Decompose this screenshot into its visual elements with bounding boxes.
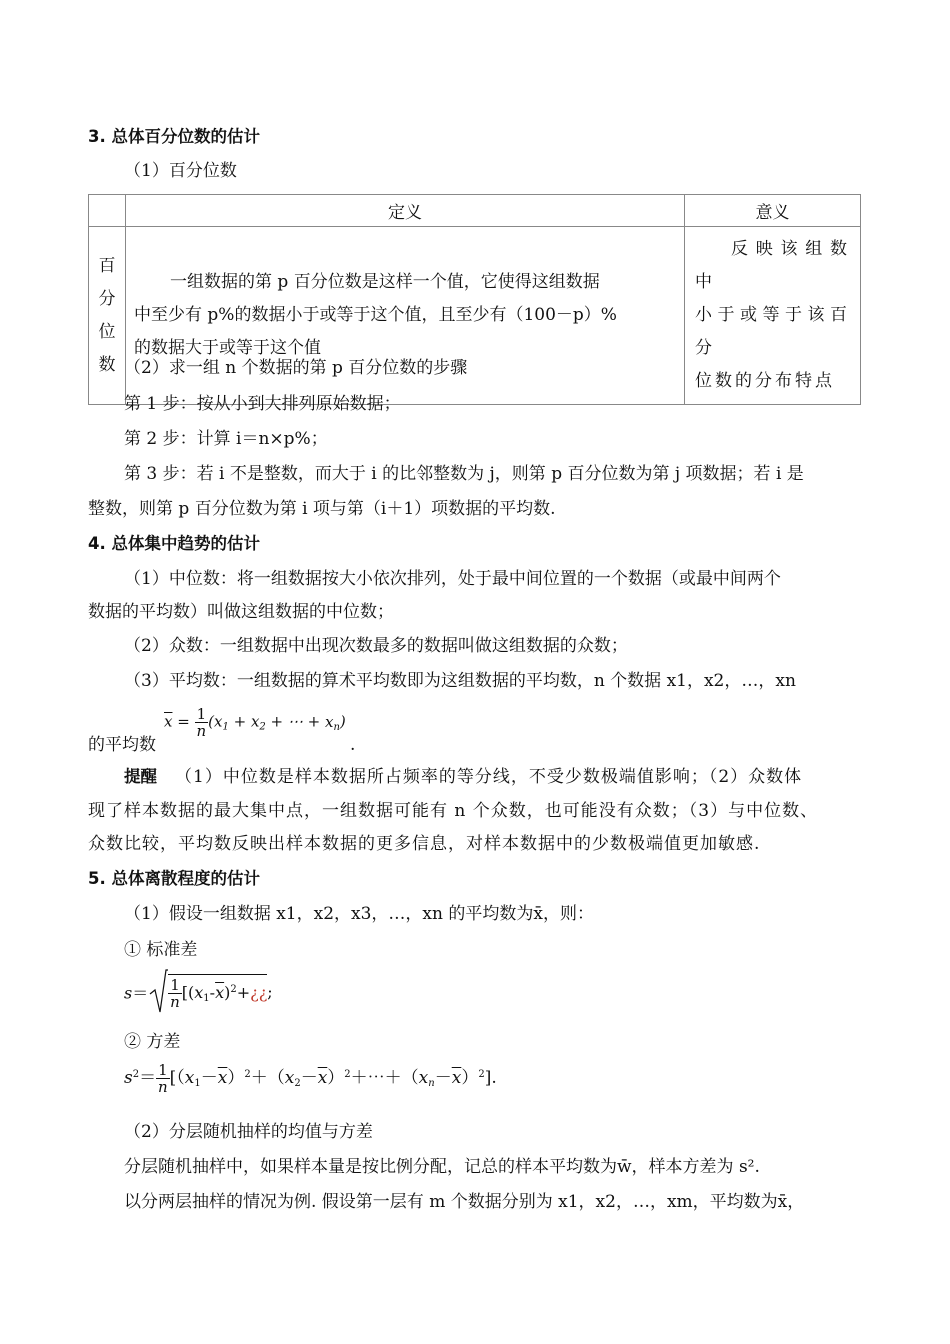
meaning-line-2: 小于或等于该百分 (695, 305, 850, 358)
definition-line-3: 的数据大于或等于这个值 (134, 338, 321, 358)
tip-line-2: 现了样本数据的最大集中点，一组数据可能有 n 个众数，也可能没有众数；（3）与中位数、 (88, 801, 819, 821)
median-line-2: 数据的平均数）叫做这组数据的中位数； (88, 602, 394, 622)
step-3-line-1: 第 3 步：若 i 不是整数，而大于 i 的比邻整数为 j，则第 p 百分位数为第 j 项数据；若 i 是 (124, 464, 804, 484)
std-dev-formula: s＝ $\frac{1}{n}$ [$(x_1-\overline{x})^2+¿¿$; (124, 968, 273, 1016)
mean-formula-period: . (350, 735, 356, 755)
stratified-heading: （2）分层随机抽样的均值与方差 (124, 1122, 373, 1142)
tip-line-3: 众数比较，平均数反映出样本数据的更多信息，对样本数据中的少数极端值更加敏感. (88, 834, 761, 854)
meaning-line-3: 位数的分布特点 (695, 371, 835, 391)
median-line-1: （1）中位数：将一组数据按大小依次排列，处于最中间位置的一个数据（或最中间两个 (124, 569, 781, 589)
sqrt-sign-icon (148, 968, 168, 1016)
mean-line-1: （3）平均数：一组数据的算术平均数即为这组数据的平均数，n 个数据 x1，x2，…，xn (124, 671, 796, 691)
stratified-line-1: 分层随机抽样中，如果样本量是按比例分配，记总的样本平均数为w̄，样本方差为 s². (124, 1157, 760, 1177)
table-header-definition: 定义 (126, 195, 685, 227)
mean-formula: $\overline{x}$ = $\frac{1}{n}$ ($x_1 + x_2$ + ⋯ + $x_n$) (164, 705, 346, 740)
definition-line-2: 中至少有 p%的数据小于或等于这个值，且至少有（100－p）% (134, 305, 617, 325)
variance-label: ② 方差 (124, 1032, 181, 1052)
section-4-heading: 4. 总体集中趋势的估计 (88, 534, 260, 553)
section-3-heading: 3. 总体百分位数的估计 (88, 127, 260, 146)
tip-label: 提醒 (124, 767, 157, 786)
table-corner-cell (89, 195, 126, 227)
table-row-label: 百 分 位 数 (89, 227, 126, 405)
step-1: 第 1 步：按从小到大排列原始数据； (124, 394, 401, 414)
percentile-subheading: （1）百分位数 (124, 161, 237, 181)
meaning-line-1: 反映该组数中 (695, 239, 850, 292)
dispersion-assumption: （1）假设一组数据 x1，x2，x3，…，xn 的平均数为x̄，则： (124, 904, 594, 924)
variance-formula: $s^2=$ $\frac{1}{n}$ $[(x_1-\overline{x})^2+(x_2-\overline{x})^2+\cdots+(x_n-\overline{x})^2]$. (124, 1061, 497, 1096)
tip-line-1: 提醒 （1）中位数是样本数据所占频率的等分线，不受少数极端值影响；（2）众数体 (124, 767, 803, 787)
mode-line: （2）众数：一组数据中出现次数最多的数据叫做这组数据的众数； (124, 636, 628, 656)
percentile-steps-heading: （2）求一组 n 个数据的第 p 百分位数的步骤 (124, 358, 468, 378)
step-3-line-2: 整数，则第 p 百分位数为第 i 项与第（i＋1）项数据的平均数. (88, 499, 556, 519)
table-header-meaning: 意义 (685, 195, 861, 227)
std-dev-label: ① 标准差 (124, 940, 198, 960)
section-5-heading: 5. 总体离散程度的估计 (88, 869, 260, 888)
definition-line-1: 一组数据的第 p 百分位数是这样一个值，它使得这组数据 (170, 272, 600, 292)
mean-line-2: 的平均数 (88, 735, 156, 755)
stratified-line-2: 以分两层抽样的情况为例. 假设第一层有 m 个数据分别为 x1，x2，…，xm，平均数为x̄， (124, 1192, 805, 1212)
step-2: 第 2 步：计算 i＝n×p%； (124, 429, 328, 449)
